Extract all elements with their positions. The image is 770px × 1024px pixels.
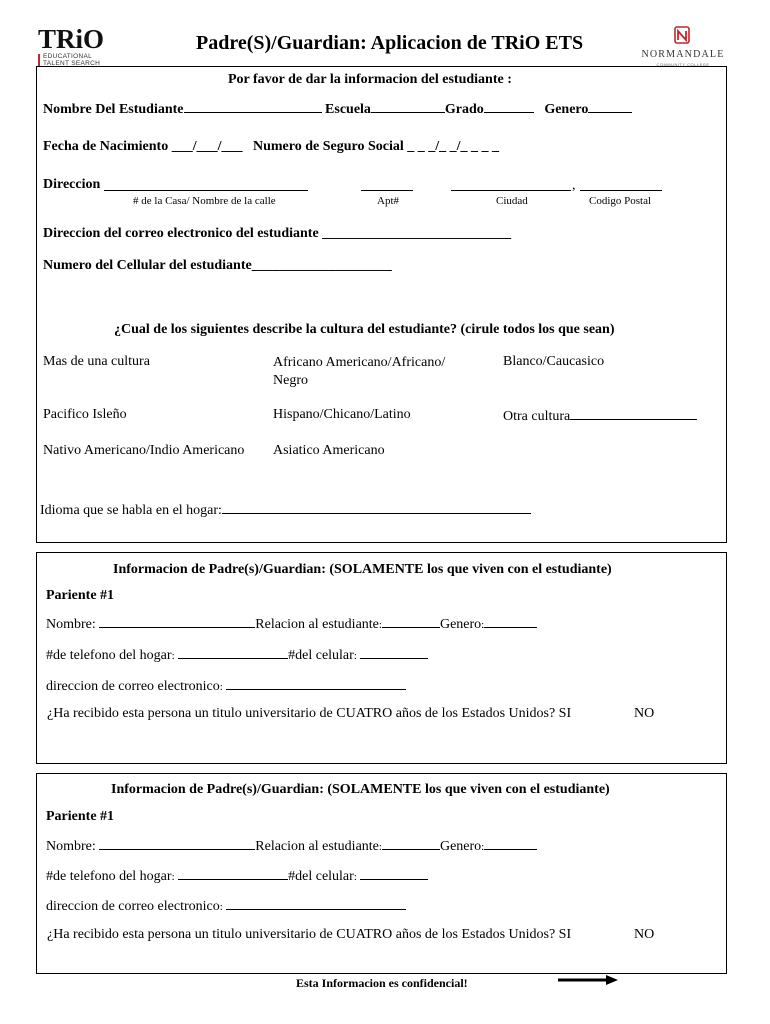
parent-2-name-row (46, 837, 537, 855)
home-language-row (40, 501, 531, 519)
culture-option-pacifico[interactable]: Pacifico Isleño (43, 407, 127, 422)
parent-1-pariente: Pariente #1 (46, 588, 115, 603)
culture-question: ¿Cual de los siguientes describe la cultura del estudiante? (cirule todos los que sean) (114, 322, 615, 337)
parent-2-email-field[interactable] (226, 897, 406, 910)
student-intro: Por favor de dar la informacion del estudiante : (228, 72, 512, 87)
parent-2-email-label: direccion de correo electronico (46, 899, 220, 914)
parent-2-cell-label: #del celular (288, 869, 354, 884)
parent-2-name-field[interactable] (99, 837, 255, 850)
gender-field[interactable] (588, 100, 632, 113)
ssn-field[interactable]: Numero de Seguro Social _ _ _/_ _/_ _ _ _ (252, 139, 500, 154)
trio-logo (38, 26, 118, 68)
address-sub-apt: Apt# (377, 195, 399, 207)
parent-2-email-colon: : (219, 901, 223, 913)
parent-1-relation-field[interactable] (382, 615, 440, 628)
parent-2-degree-no[interactable]: NO (634, 927, 655, 942)
parent-1-degree-question: ¿Ha recibido esta persona un titulo universitario de CUATRO años de los Estados Unidos? SI (47, 706, 572, 721)
birthdate-field[interactable]: Fecha de Nacimiento ___/___/___ (43, 139, 243, 154)
parent-2-heading: Informacion de Padre(s)/Guardian: (SOLAMENTE los que viven con el estudiante) (111, 782, 610, 797)
parent-1-email-label: direccion de correo electronico (46, 679, 220, 694)
parent-1-home-phone-label: #de telefono del hogar (46, 648, 172, 663)
parent-2-home-phone-colon: : (171, 871, 175, 883)
home-language-label: Idioma que se habla en el hogar: (40, 503, 222, 518)
parent-2-cell-field[interactable] (360, 867, 428, 880)
parent-1-relation-label: Relacion al estudiante (255, 617, 379, 632)
address-label: Direccion (43, 177, 101, 192)
address-sub-city: Ciudad (496, 195, 528, 207)
parent-2-pariente: Pariente #1 (46, 809, 115, 824)
address-comma: , (572, 178, 576, 193)
school-label: Escuela (325, 102, 371, 117)
address-street-field[interactable] (104, 177, 308, 191)
parent-1-gender-label: Genero (439, 617, 482, 632)
parent-1-cell-label: #del celular (288, 648, 354, 663)
birthdate-row (43, 139, 499, 155)
grade-label: Grado (444, 102, 484, 117)
culture-option-africano-line2: Negro (273, 373, 308, 388)
address-city-field[interactable] (451, 177, 571, 191)
normandale-logo (640, 26, 726, 68)
address-sub-street: # de la Casa/ Nombre de la calle (133, 195, 276, 207)
address-postal-field[interactable] (580, 177, 662, 191)
parent-1-relation-colon: : (378, 619, 382, 631)
student-cell-field[interactable]: Numero del Cellular del estudiante____________________ (43, 258, 392, 273)
culture-option-otra[interactable] (503, 407, 697, 425)
student-info-section (36, 66, 727, 543)
school-field[interactable] (371, 100, 445, 113)
trio-logo-word: TRiO (38, 24, 105, 54)
student-name-field[interactable] (184, 100, 322, 113)
parent-2-relation-colon: : (378, 841, 382, 853)
culture-option-otra-label: Otra cultura (503, 409, 571, 424)
culture-option-africano[interactable] (273, 354, 445, 390)
parent-2-relation-field[interactable] (382, 837, 440, 850)
parent-1-degree-no[interactable]: NO (634, 706, 655, 721)
parent-1-cell-field[interactable] (360, 646, 428, 659)
parent-1-gender-colon: : (481, 619, 485, 631)
address-sub-postal: Codigo Postal (589, 195, 652, 207)
culture-option-hispano[interactable]: Hispano/Chicano/Latino (273, 407, 411, 422)
home-language-field[interactable] (222, 501, 531, 514)
student-name-row (43, 100, 632, 118)
page-title: Padre(S)/Guardian: Aplicacion de TRiO ETS (196, 32, 584, 54)
parent-2-degree-question: ¿Ha recibido esta persona un titulo universitario de CUATRO años de los Estados Unidos? SI (47, 927, 572, 942)
normandale-n-icon (674, 26, 690, 44)
right-arrow-icon (558, 975, 618, 985)
parent-2-gender-label: Genero (439, 839, 482, 854)
parent-1-phone-row (46, 646, 428, 664)
parent-2-name-label: Nombre: (46, 839, 96, 854)
student-email-field[interactable]: Direccion del correo electronico del estudiante ___________________________ (43, 226, 512, 241)
culture-option-asiatico[interactable]: Asiatico Americano (273, 443, 385, 458)
parent-2-home-phone-label: #de telefono del hogar (46, 869, 172, 884)
parent-1-gender-field[interactable] (484, 615, 537, 628)
parent-2-phone-row (46, 867, 428, 885)
parent-2-gender-colon: : (481, 841, 485, 853)
culture-option-blanco[interactable]: Blanco/Caucasico (503, 354, 605, 369)
parent-2-cell-colon: : (353, 871, 357, 883)
grade-field[interactable] (484, 100, 534, 113)
normandale-logo-sub: COMMUNITY COLLEGE (656, 62, 710, 67)
parent-1-email-colon: : (219, 681, 223, 693)
culture-option-mas-una[interactable]: Mas de una cultura (43, 354, 150, 369)
parent-1-name-field[interactable] (99, 615, 255, 628)
parent-1-email-row (46, 677, 406, 695)
trio-logo-subtitle: EDUCATIONAL TALENT SEARCH (43, 53, 101, 67)
parent-1-heading: Informacion de Padre(s)/Guardian: (SOLAMENTE los que viven con el estudiante) (113, 562, 612, 577)
culture-option-africano-line1: Africano Americano/Africano/ (273, 355, 446, 370)
parent-2-email-row (46, 897, 406, 915)
culture-other-field[interactable] (570, 407, 697, 420)
parent-1-home-phone-field[interactable] (178, 646, 288, 659)
parent-1-home-phone-colon: : (171, 650, 175, 662)
parent-2-home-phone-field[interactable] (178, 867, 288, 880)
parent-1-name-row (46, 615, 537, 633)
parent-1-email-field[interactable] (226, 677, 406, 690)
gender-label: Genero (544, 102, 589, 117)
parent-1-cell-colon: : (353, 650, 357, 662)
parent-2-relation-label: Relacion al estudiante (255, 839, 379, 854)
confidential-note: Esta Informacion es confidencial! (296, 976, 468, 990)
parent-2-gender-field[interactable] (484, 837, 537, 850)
parent-1-name-label: Nombre: (46, 617, 96, 632)
culture-option-nativo[interactable]: Nativo Americano/Indio Americano (43, 443, 245, 458)
normandale-logo-word: NORMANDALE (641, 49, 725, 60)
student-name-label: Nombre Del Estudiante (43, 102, 184, 117)
address-apt-field[interactable] (361, 177, 413, 191)
